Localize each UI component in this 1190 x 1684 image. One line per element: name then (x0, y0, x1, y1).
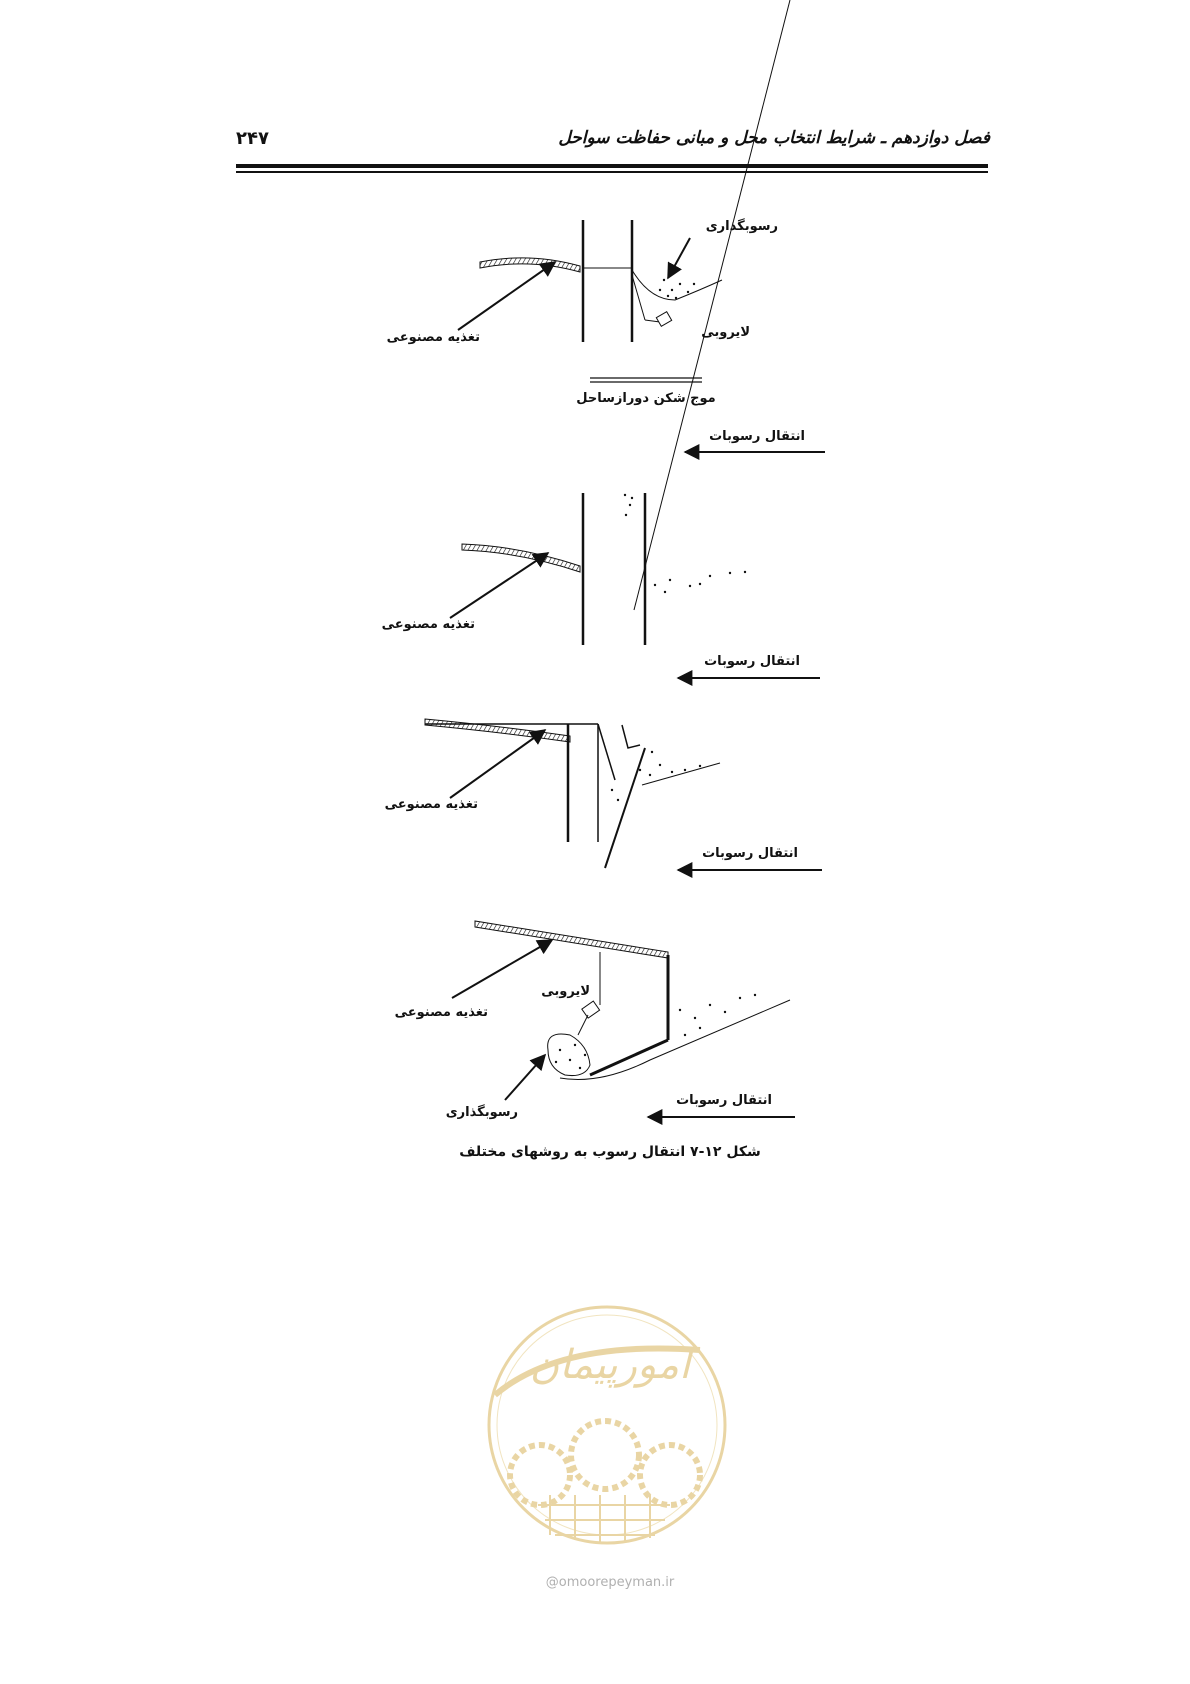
panel-1-offshore-breakwater (387, 218, 825, 452)
panel-3-jetties (385, 719, 822, 870)
watermark-logo (489, 1307, 725, 1543)
label-nourishment-4: تغذیه مصنوعی (394, 1005, 488, 1020)
label-dredging-1: لایروبی (701, 325, 750, 340)
label-dredging-4: لایروبی (541, 984, 590, 999)
label-nourishment-2: تغذیه مصنوعی (381, 617, 475, 632)
label-nourishment-1: تغذیه مصنوعی (386, 330, 480, 345)
running-header-title: فصل دوازدهم ـ شرایط انتخاب محل و مبانی حفاظت سواحل (558, 128, 990, 148)
label-deposition-1: رسوبگذاری (705, 219, 778, 234)
label-transport-3: انتقال رسوبات (702, 846, 798, 861)
panel-4-bypassing (395, 921, 795, 1120)
figure-caption: شکل ۱۲-۷ انتقال رسوب به روشهای مختلف (459, 1144, 761, 1160)
label-deposition-4: رسوبگذاری (445, 1105, 518, 1120)
label-offshore-breakwater: موج شکن دورازساحل (576, 391, 716, 406)
watermark-url: @omoorepeyman.ir (545, 1575, 675, 1590)
label-nourishment-3: تغذیه مصنوعی (384, 797, 478, 812)
page-number: ۲۴۷ (236, 128, 269, 149)
watermark-logo-text: امورپیمان (529, 1342, 691, 1388)
label-transport-2: انتقال رسوبات (704, 654, 800, 669)
label-transport-4: انتقال رسوبات (676, 1093, 772, 1108)
label-transport-1: انتقال رسوبات (709, 429, 805, 444)
